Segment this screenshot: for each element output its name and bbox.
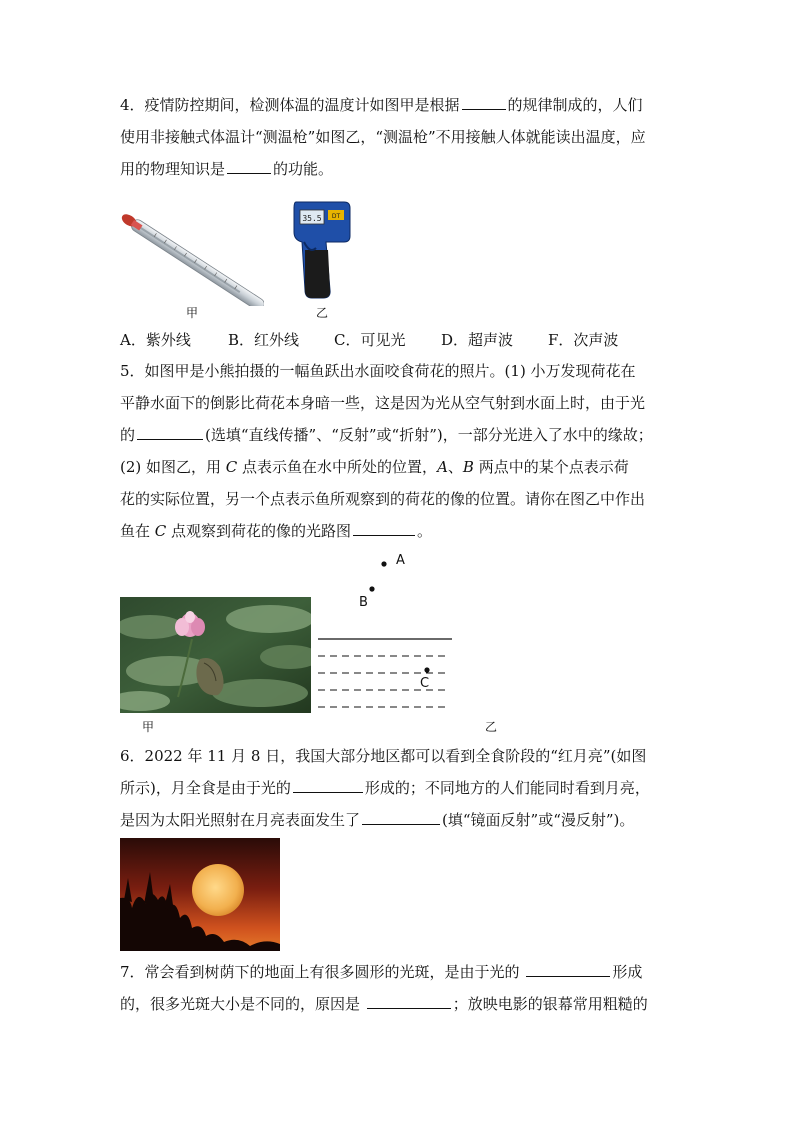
q5-text: 鱼在	[120, 522, 155, 540]
q7-text: 形成	[612, 963, 643, 981]
point-a[interactable]	[381, 561, 386, 566]
q5-var-b: B	[462, 458, 474, 476]
q5-caption-yi: 乙	[485, 720, 498, 734]
q5-text: (选填“直线传播”、“反射”或“折射”)，一部分光进入了水中的缘故；	[205, 426, 653, 444]
q5-var-a: A	[437, 458, 448, 476]
q6-text: 6．2022 年 11 月 8 日，我国大部分地区都可以看到全食阶段的“红月亮”(如图	[120, 747, 647, 765]
q5-text: 、	[447, 458, 463, 476]
gun-display-reading: 35.5	[302, 214, 322, 223]
q4-text: 使用非接触式体温计“测温枪”如图乙，“测温枪”不用接触人体就能读出温度，应	[120, 128, 646, 146]
q5-line-3	[120, 425, 653, 445]
q4-answer-blank-2[interactable]	[227, 159, 271, 174]
q7-text: 的，很多光斑大小是不同的，原因是	[120, 995, 365, 1013]
q5-text: 平静水面下的倒影比荷花本身暗一些，这是因为光从空气射到水面上时，由于光	[120, 394, 646, 412]
q7-line-2	[120, 994, 648, 1014]
q4-text: 的规律制成的，人们	[507, 96, 643, 114]
q5-text: 5．如图甲是小熊拍摄的一幅鱼跃出水面咬食荷花的照片。(1) 小万发现荷花在	[120, 362, 636, 380]
q5-text: 。	[417, 522, 433, 540]
point-c[interactable]	[424, 667, 429, 672]
label-point-a: A	[396, 553, 405, 568]
q4-text: 的功能。	[273, 160, 334, 178]
point-b[interactable]	[369, 586, 374, 591]
q5-text: 的	[120, 426, 136, 444]
refraction-diagram	[316, 548, 466, 718]
q4-line-3	[120, 159, 333, 179]
q5-answer-blank-2[interactable]	[353, 521, 415, 536]
q5-text: 花的实际位置，另一个点表示鱼所观察到的荷花的像的位置。请你在图乙中作出	[120, 490, 646, 508]
q4-caption-jia: 甲	[186, 306, 199, 320]
q5-text: 点表示鱼在水中所处的位置，	[237, 458, 438, 476]
q4-answer-blank-1[interactable]	[462, 95, 506, 110]
q5-text: 点观察到荷花的像的光路图	[166, 522, 352, 540]
q7-answer-blank-2[interactable]	[367, 994, 451, 1009]
q5-line-2	[120, 393, 645, 413]
q5-line-1	[120, 361, 636, 381]
red-moon-photo	[120, 838, 280, 951]
lotus-fish-photo	[120, 597, 311, 713]
label-point-b: B	[359, 595, 368, 610]
q7-text: 7．常会看到树荫下的地面上有很多圆形的光斑，是由于光的	[120, 963, 525, 981]
q5-answer-blank-1[interactable]	[137, 425, 203, 440]
q7-line-1	[120, 962, 642, 982]
q4-caption-yi: 乙	[316, 306, 329, 320]
q4-option-b[interactable]: B．红外线	[228, 331, 300, 349]
q4-option-d[interactable]: D．超声波	[441, 331, 514, 349]
q7-text: ；放映电影的银幕常用粗糙的	[452, 995, 648, 1013]
q6-answer-blank-1[interactable]	[293, 778, 363, 793]
q4-option-f[interactable]: F．次声波	[548, 331, 619, 349]
q6-text: 是因为太阳光照射在月亮表面发生了	[120, 811, 361, 829]
q6-line-2	[120, 778, 650, 798]
q5-var-c: C	[225, 458, 238, 476]
q4-option-c[interactable]: C．可见光	[334, 331, 406, 349]
q5-var-c: C	[154, 522, 167, 540]
q5-caption-jia: 甲	[142, 720, 155, 734]
q5-text: 两点中的某个点表示荷	[473, 458, 629, 476]
q5-text: (2) 如图乙，用	[120, 458, 226, 476]
q6-line-3	[120, 810, 634, 830]
q5-line-6	[120, 521, 432, 541]
gun-brand-logo: DT	[331, 213, 341, 220]
q4-text: 4．疫情防控期间，检测体温的温度计如图甲是根据	[120, 96, 460, 114]
moon-icon	[192, 864, 244, 916]
q6-text: (填“镜面反射”或“漫反射”)。	[442, 811, 635, 829]
q4-text: 用的物理知识是	[120, 160, 226, 178]
clinical-thermometer-image	[118, 210, 264, 306]
q5-line-5	[120, 489, 645, 509]
q6-line-1	[120, 746, 646, 766]
q6-answer-blank-2[interactable]	[362, 810, 440, 825]
infrared-temperature-gun-image	[290, 198, 352, 302]
label-point-c: C	[420, 676, 430, 691]
q4-line-2	[120, 127, 646, 147]
q7-answer-blank-1[interactable]	[526, 962, 610, 977]
q6-text: 所示)，月全食是由于光的	[120, 779, 291, 797]
q4-line-1	[120, 95, 643, 115]
q4-option-a[interactable]: A．紫外线	[120, 331, 191, 349]
q6-text: 形成的；不同地方的人们能同时看到月亮，	[364, 779, 650, 797]
q5-line-4	[120, 457, 629, 477]
